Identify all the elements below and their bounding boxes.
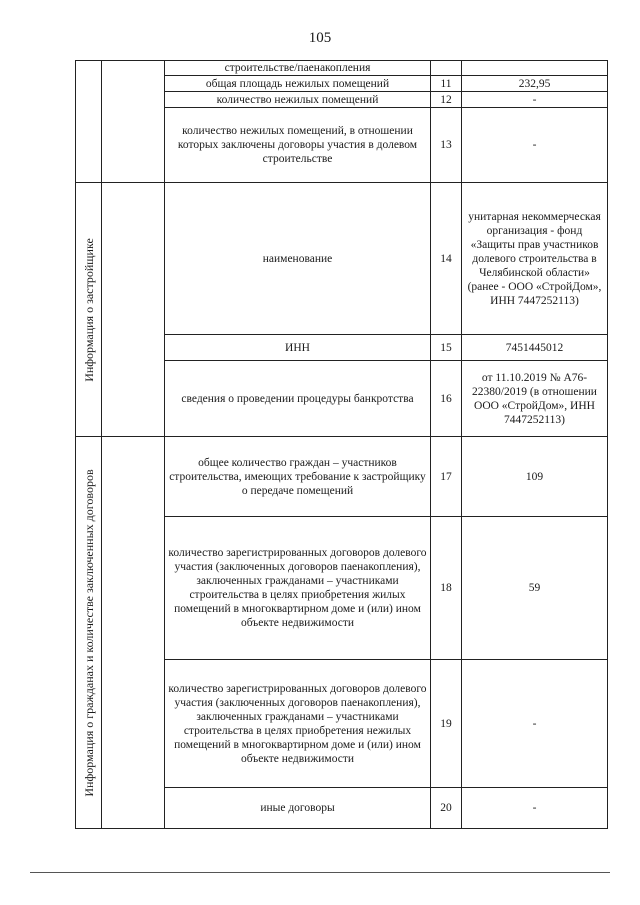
- bottom-divider: [30, 872, 610, 873]
- row-number: 19: [431, 660, 462, 788]
- row-value: [462, 61, 608, 76]
- row-label: сведения о проведении процедуры банкротства: [165, 361, 431, 437]
- row-number: 11: [431, 76, 462, 92]
- blank-side-cell: [76, 61, 102, 183]
- row-number: 16: [431, 361, 462, 437]
- row-label: общее количество граждан – участников строительства, имеющих требование к застройщику о передаче помещений: [165, 437, 431, 517]
- row-label: количество зарегистрированных договоров долевого участия (заключенных договоров паенакопления), заключенных гражданами – участниками строительства в целях приобретения жилых помещений в многоквартирном доме и (или) ином объекте недвижимости: [165, 517, 431, 660]
- section-label-developer: Информация о застройщике: [81, 237, 96, 382]
- section-label-citizens: Информация о гражданах и количестве заключенных договоров: [81, 468, 96, 797]
- row-value: 232,95: [462, 76, 608, 92]
- table-row: [76, 61, 608, 76]
- row-label: иные договоры: [165, 788, 431, 829]
- row-label: количество нежилых помещений, в отношении которых заключены договоры участия в долевом строительстве: [165, 108, 431, 183]
- row-value: -: [462, 108, 608, 183]
- row-number: 14: [431, 183, 462, 335]
- row-number: 13: [431, 108, 462, 183]
- row-label: общая площадь нежилых помещений: [165, 76, 431, 92]
- page-number: 105: [308, 30, 332, 46]
- row-number: [431, 61, 462, 76]
- row-value: 109: [462, 437, 608, 517]
- row-number: 18: [431, 517, 462, 660]
- blank-group-cell: [102, 183, 165, 437]
- row-label: количество нежилых помещений: [165, 92, 431, 108]
- row-label: количество зарегистрированных договоров долевого участия (заключенных договоров паенакопления), заключенных гражданами – участниками строительства в целях приобретения нежилых помещений в многоквартирном доме и (или) ином объекте недвижимости: [165, 660, 431, 788]
- blank-group-cell: [102, 437, 165, 829]
- table-row: [76, 183, 608, 335]
- row-value: 59: [462, 517, 608, 660]
- row-number: 12: [431, 92, 462, 108]
- data-table: [75, 60, 608, 829]
- row-value: 7451445012: [462, 335, 608, 361]
- row-label: ИНН: [165, 335, 431, 361]
- row-number: 20: [431, 788, 462, 829]
- section-label-cell: [76, 183, 102, 437]
- row-value: -: [462, 660, 608, 788]
- row-value: -: [462, 92, 608, 108]
- section-label-cell: [76, 437, 102, 829]
- row-value: унитарная некоммерческая организация - фонд «Защиты прав участников долевого строительства в Челябинской области» (ранее - ООО «СтройДом», ИНН 7447252113): [462, 183, 608, 335]
- table-row: [76, 437, 608, 517]
- row-label: наименование: [165, 183, 431, 335]
- row-value: от 11.10.2019 № А76-22380/2019 (в отношении ООО «СтройДом», ИНН 7447252113): [462, 361, 608, 437]
- row-value: -: [462, 788, 608, 829]
- row-label: строительстве/паенакопления: [165, 61, 431, 76]
- blank-group-cell: [102, 61, 165, 183]
- row-number: 15: [431, 335, 462, 361]
- row-number: 17: [431, 437, 462, 517]
